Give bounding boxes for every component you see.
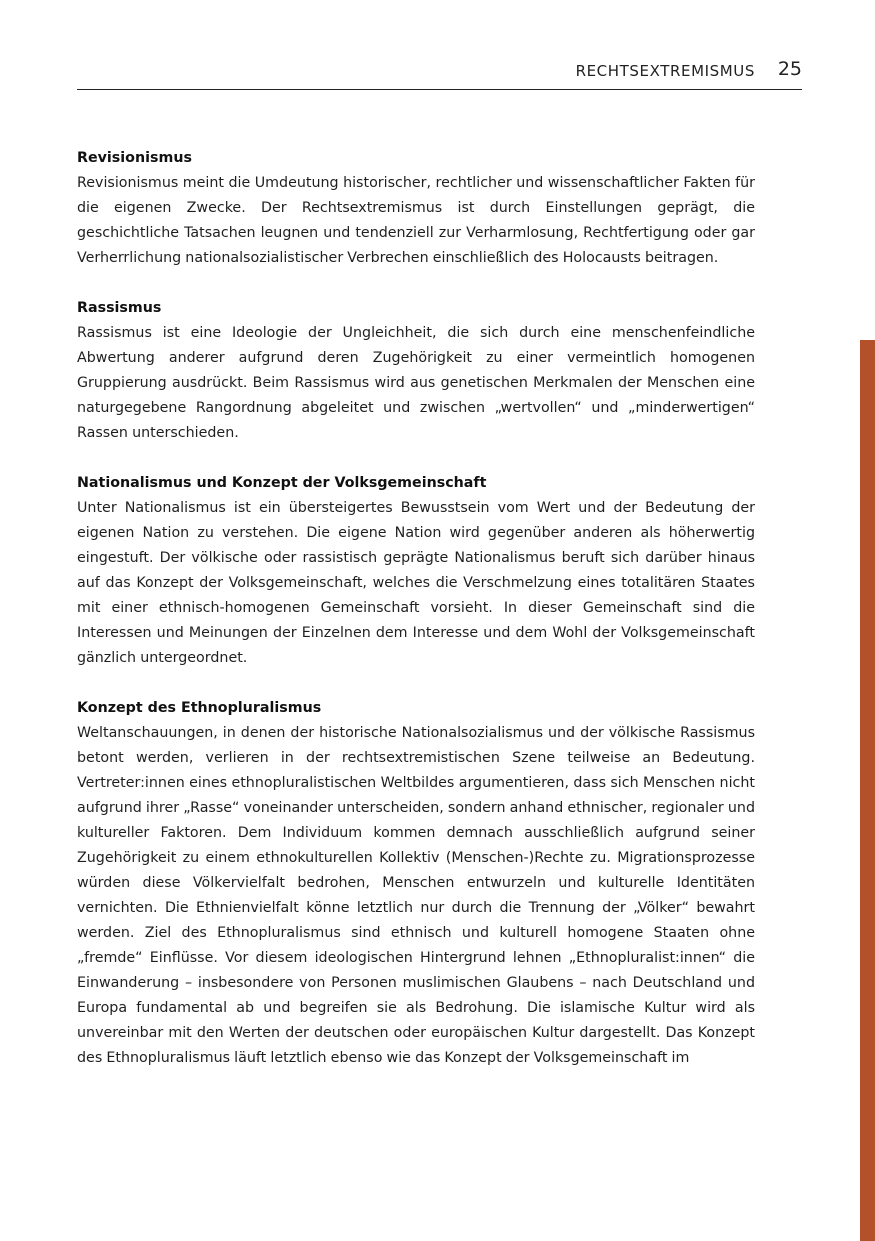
running-title: RECHTSEXTREMISMUS (575, 62, 755, 80)
chapter-thumb-tab (860, 340, 875, 1241)
main-content (77, 146, 755, 1096)
section-body: Rassismus ist eine Ideologie der Ungleichheit, die sich durch eine menschenfeindliche Abwertung anderer aufgrund deren Zugehörigkeit zu einer vermeintlich homogenen Gruppierung ausdrückt. Beim Rassismus wird aus genetischen Merkmalen der Menschen eine naturgegebene Rangordnung abgeleitet und zwischen „wertvollen“ und „minderwertigen“ Rassen unterschieden. (77, 325, 755, 441)
section-heading: Rassismus (77, 300, 162, 316)
section-heading: Konzept des Ethnopluralismus (77, 700, 322, 716)
section-body: Unter Nationalismus ist ein übersteigertes Bewusstsein vom Wert und der Bedeutung der eigenen Nation zu verstehen. Die eigene Nation wird gegenüber anderen als höherwertig eingestuft. Der völkische oder rassistisch geprägte Nationalismus beruft sich darüber hinaus auf das Konzept der Volksgemeinschaft, welches die Verschmelzung eines totalitären Staates mit einer ethnisch-homogenen Gemeinschaft vorsieht. In dieser Gemeinschaft sind die Interessen und Meinungen der Einzelnen dem Interesse und dem Wohl der Volksgemeinschaft gänzlich untergeordnet. (77, 500, 755, 666)
page-number: 25 (777, 58, 802, 80)
section-nationalismus (77, 471, 755, 671)
section-ethnopluralismus (77, 696, 755, 1071)
running-header (77, 56, 802, 90)
section-revisionismus (77, 146, 755, 271)
section-heading: Revisionismus (77, 150, 192, 166)
section-body: Weltanschauungen, in denen der historische Nationalsozialismus und der völkische Rassismus betont werden, verlieren in der rechtsextremistischen Szene teilweise an Bedeutung. Vertreter:innen eines ethnopluralistischen Weltbildes argumentieren, dass sich Menschen nicht aufgrund ihrer „Rasse“ voneinander unterscheiden, sondern anhand ethnischer, regionaler und kultureller Faktoren. Dem Individuum kommen demnach ausschließlich aufgrund seiner Zugehörigkeit zu einem ethnokulturellen Kollektiv (Menschen-)Rechte zu. Migrationsprozesse würden diese Völkervielfalt bedrohen, Menschen entwurzeln und kulturelle Identitäten vernichten. Die Ethnienvielfalt könne letztlich nur durch die Trennung der „Völker“ bewahrt werden. Ziel des Ethnopluralismus sind ethnisch und kulturell homogene Staaten ohne „fremde“ Einflüsse. Vor diesem ideologischen Hintergrund lehnen „Ethnopluralist:innen“ die Einwanderung – insbesondere von Personen muslimischen Glaubens – nach Deutschland und Europa fundamental ab und begreifen sie als Bedrohung. Die islamische Kultur wird als unvereinbar mit den Werten der deutschen oder europäischen Kultur dargestellt. Das Konzept des Ethnopluralismus läuft letztlich ebenso wie das Konzept der Volksgemeinschaft im (77, 725, 755, 1066)
section-rassismus (77, 296, 755, 446)
section-body: Revisionismus meint die Umdeutung historischer, rechtlicher und wissenschaftlicher Fakten für die eigenen Zwecke. Der Rechtsextremismus ist durch Einstellungen geprägt, die geschichtliche Tatsachen leugnen und tendenziell zur Verharmlosung, Rechtfertigung oder gar Verherrlichung nationalsozialistischer Verbrechen einschließlich des Holocausts beitragen. (77, 175, 755, 266)
section-heading: Nationalismus und Konzept der Volksgemeinschaft (77, 475, 487, 491)
